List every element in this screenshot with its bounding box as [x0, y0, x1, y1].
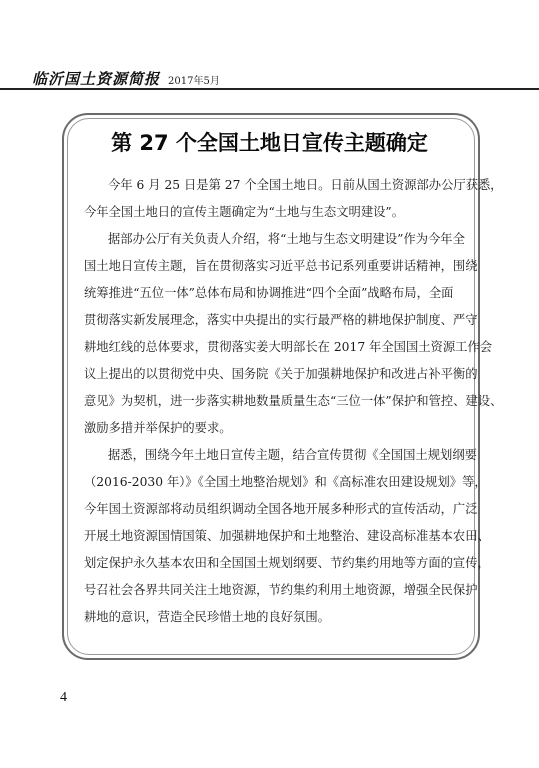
- article-title: 第 27 个全国土地日宣传主题确定: [111, 131, 428, 155]
- article-line: 统筹推进“五位一体”总体布局和协调推进“四个全面”战略布局，全面: [84, 286, 454, 300]
- issue-date: 2017年5月: [168, 76, 220, 87]
- article-line: 今年 6 月 25 日是第 27 个全国土地日。日前从国土资源部办公厅获悉，: [108, 178, 503, 192]
- article-line: 号召社会各界共同关注土地资源，节约集约利用土地资源，增强全民保护: [84, 583, 478, 597]
- article-line: 开展土地资源国情国策、加强耕地保护和土地整治、建设高标准基本农田、: [84, 529, 490, 543]
- article-line: 激励多措并举保护的要求。: [84, 421, 232, 435]
- header-divider: [0, 88, 539, 90]
- article-line: 今年全国土地日的宣传主题确定为“土地与生态文明建设”。: [84, 205, 404, 219]
- article-body: [84, 172, 503, 631]
- article-line: 议上提出的以贯彻党中央、国务院《关于加强耕地保护和改进占补平衡的: [84, 367, 478, 381]
- article-line: 今年国土资源部将动员组织调动全国各地开展多种形式的宣传活动，广泛: [84, 502, 478, 516]
- article-line: 耕地红线的总体要求，贯彻落实姜大明部长在 2017 年全国国土资源工作会: [84, 340, 493, 354]
- article-line: 据部办公厅有关负责人介绍，将“土地与生态文明建设”作为今年全: [108, 232, 465, 246]
- article-line: 国土地日宣传主题，旨在贯彻落实习近平总书记系列重要讲话精神，围绕: [84, 259, 478, 273]
- article-line: 耕地的意识，营造全民珍惜土地的良好氛围。: [84, 610, 330, 624]
- article-line: 据悉，围绕今年土地日宣传主题，结合宣传贯彻《全国国土规划纲要: [108, 448, 477, 462]
- article-line: 意见》为契机，进一步落实耕地数量质量生态“三位一体”保护和管控、建设、: [84, 394, 503, 408]
- article-line: 贯彻落实新发展理念，落实中央提出的实行最严格的耕地保护制度、严守: [84, 313, 478, 327]
- page-header: [32, 68, 220, 89]
- article-line: 划定保护永久基本农田和全国国土规划纲要、节约集约用地等方面的宣传，: [84, 556, 490, 570]
- article-line: （2016-2030 年）》《全国土地整治规划》和《高标准农田建设规划》等，: [84, 475, 487, 489]
- page-number: 4: [60, 690, 67, 705]
- publication-name: 临沂国土资源简报: [32, 70, 161, 88]
